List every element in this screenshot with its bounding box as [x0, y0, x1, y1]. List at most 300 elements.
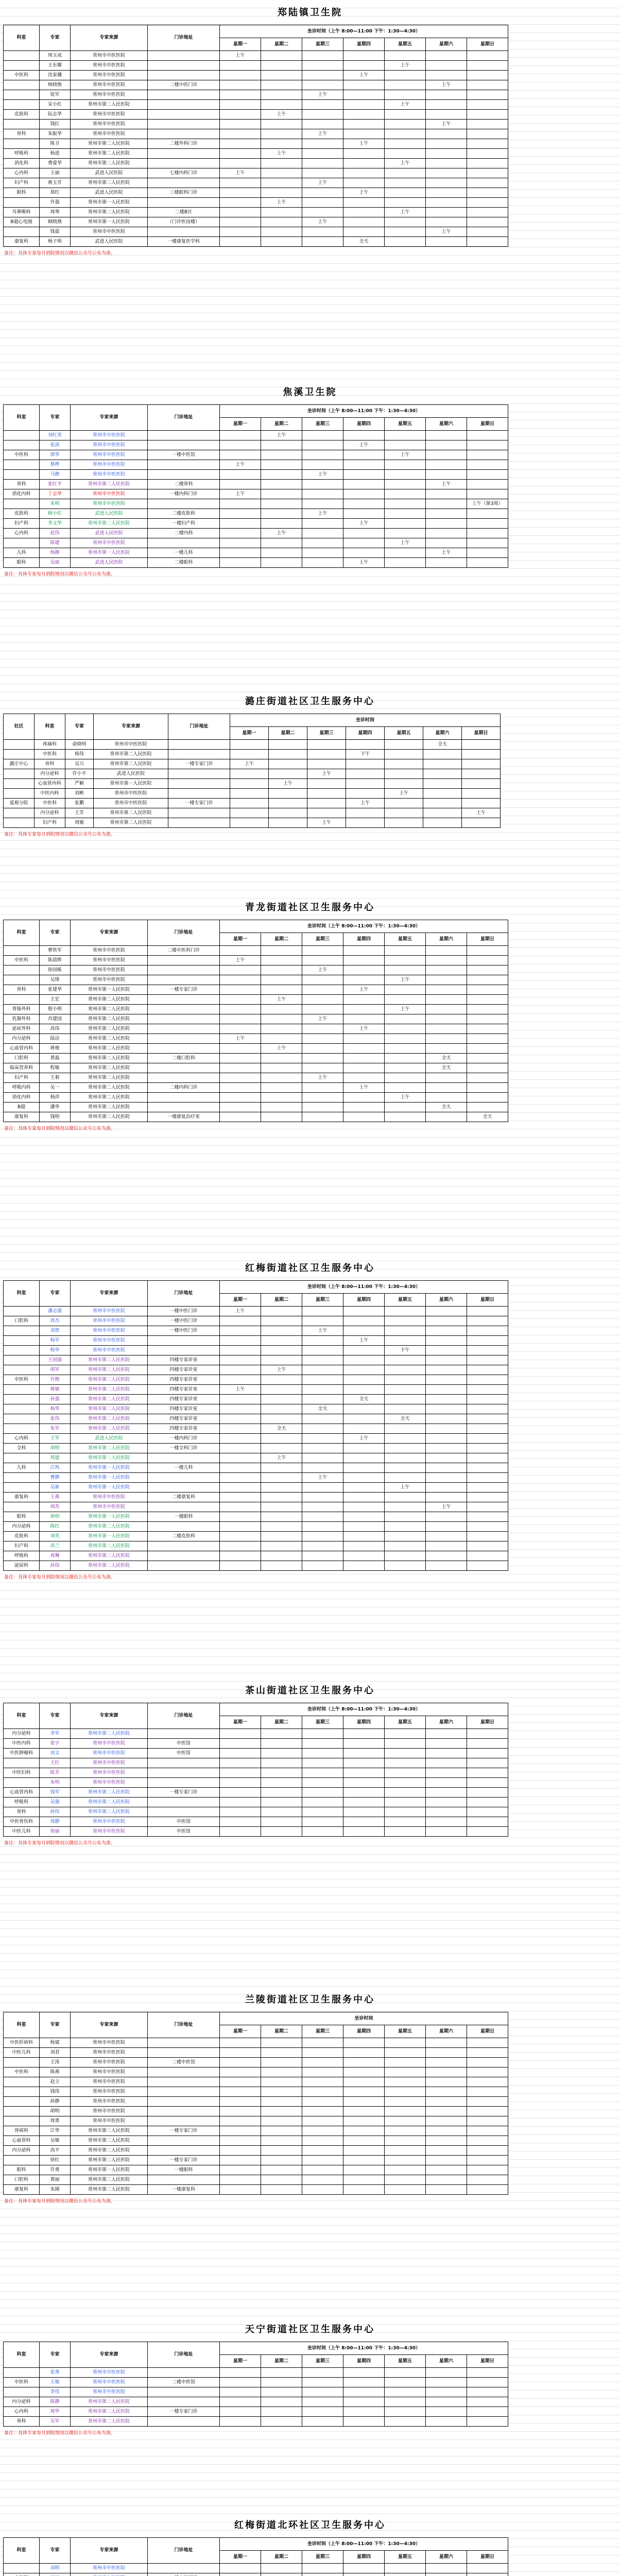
- day-cell: [220, 1424, 261, 1434]
- table-row: [4, 1395, 508, 1404]
- day-cell: [385, 2387, 426, 2397]
- day-cell: [261, 538, 302, 548]
- table-row: [4, 217, 508, 227]
- day-cell: [467, 168, 508, 178]
- hospital-cell: 武进人民医院: [71, 237, 148, 247]
- schedule-table: [3, 920, 508, 1122]
- subdept-cell: 内分泌科: [35, 769, 65, 779]
- weekday-header: 星期六: [426, 418, 467, 431]
- day-cell: [230, 818, 269, 828]
- weekday-header: 星期三: [302, 1716, 343, 1729]
- day-cell: [302, 2156, 343, 2165]
- day-cell: [385, 548, 426, 558]
- hospital-cell: 常州市第二人民医院: [71, 1044, 148, 1054]
- address-cell: 一楼专家门诊: [148, 1788, 220, 1798]
- weekday-header: 星期日: [467, 418, 508, 431]
- day-cell: 下午: [346, 750, 385, 759]
- day-cell: [343, 2564, 385, 2573]
- section-title: 潞庄街道社区卫生服务中心: [245, 696, 375, 707]
- day-cell: [462, 759, 501, 769]
- address-cell: [148, 71, 220, 80]
- day-cell: [385, 2564, 426, 2573]
- day-cell: [385, 1541, 426, 1551]
- day-cell: [302, 1112, 343, 1122]
- day-cell: [462, 799, 501, 808]
- hospital-cell: 武进人民医院: [71, 188, 148, 198]
- column-header: 专家来源: [71, 405, 148, 431]
- day-cell: [261, 237, 302, 247]
- day-cell: [220, 1512, 261, 1522]
- day-cell: [220, 1365, 261, 1375]
- day-cell: [220, 1758, 261, 1768]
- day-cell: 上午: [302, 90, 343, 100]
- hospital-cell: 常州市第二人民医院: [71, 1034, 148, 1044]
- day-cell: [302, 548, 343, 558]
- day-cell: [302, 1444, 343, 1453]
- doctor-cell: 胡苏: [40, 1502, 71, 1512]
- address-cell: [148, 2387, 220, 2397]
- day-cell: [261, 1483, 302, 1493]
- day-cell: [385, 769, 423, 779]
- day-cell: [220, 431, 261, 440]
- hospital-cell: 常州市第二人民医院: [71, 1093, 148, 1103]
- weekday-header: 星期二: [261, 2025, 302, 2038]
- day-cell: [302, 1798, 343, 1807]
- day-cell: [385, 1749, 426, 1758]
- day-cell: [220, 1778, 261, 1788]
- table-row: [4, 1316, 508, 1326]
- doctor-cell: 王丽: [40, 168, 71, 178]
- doctor-cell: 许强: [40, 198, 71, 208]
- table-row: [4, 1434, 508, 1444]
- dept-cell: 眼科: [4, 1512, 40, 1522]
- day-cell: [261, 2097, 302, 2107]
- day-cell: [467, 1768, 508, 1778]
- day-cell: [385, 1112, 426, 1122]
- hospital-cell: 常州市第二人民医院: [71, 208, 148, 217]
- address-cell: [148, 431, 220, 440]
- day-cell: [467, 1817, 508, 1827]
- day-cell: [467, 2185, 508, 2195]
- dept-cell: 中医科: [4, 1375, 40, 1385]
- day-cell: [385, 489, 426, 499]
- dept-cell: 呼吸科: [4, 149, 40, 159]
- section-note: 备注：具体专家每月到院情况以微信公众号公布为准。: [4, 1575, 116, 1580]
- day-cell: [261, 480, 302, 489]
- hospital-cell: 常州市第二人民医院: [71, 1385, 148, 1395]
- day-cell: [343, 2136, 385, 2146]
- hospital-cell: 常州市中医医院: [71, 2048, 148, 2058]
- day-cell: [385, 1493, 426, 1502]
- doctor-cell: 殷小明: [40, 1005, 71, 1014]
- doctor-cell: 吴丽: [40, 558, 71, 568]
- day-cell: [220, 1063, 261, 1073]
- day-cell: [343, 2107, 385, 2116]
- table-row: [4, 450, 508, 460]
- dept-cell: 中医科: [4, 2067, 40, 2077]
- table-row: [4, 799, 501, 808]
- address-cell: [148, 1502, 220, 1512]
- day-cell: [220, 1807, 261, 1817]
- weekday-header: 星期六: [426, 1294, 467, 1307]
- schedule-table: [3, 2012, 508, 2195]
- hospital-cell: 武进人民医院: [71, 168, 148, 178]
- address-cell: [148, 1758, 220, 1768]
- doctor-cell: 高平: [40, 2146, 71, 2156]
- day-cell: [261, 1414, 302, 1424]
- day-cell: [385, 558, 426, 568]
- address-cell: [148, 1561, 220, 1571]
- day-cell: [302, 1483, 343, 1493]
- day-cell: [426, 1424, 467, 1434]
- day-cell: [307, 759, 346, 769]
- day-cell: 上午: [302, 217, 343, 227]
- day-cell: [423, 750, 462, 759]
- day-cell: [426, 159, 467, 168]
- day-cell: [426, 110, 467, 120]
- day-cell: [467, 1827, 508, 1837]
- doctor-cell: 徐明: [40, 1512, 71, 1522]
- dept-cell: [4, 1336, 40, 1346]
- day-cell: 上午: [385, 789, 423, 799]
- day-cell: [467, 2397, 508, 2407]
- dept-cell: 眼科: [4, 558, 40, 568]
- day-cell: [343, 1034, 385, 1044]
- day-cell: [426, 2058, 467, 2067]
- weekday-header: 星期五: [385, 418, 426, 431]
- doctor-cell: 孙静: [40, 2097, 71, 2107]
- day-cell: [467, 1063, 508, 1073]
- day-cell: [467, 1463, 508, 1473]
- day-cell: 上午: [343, 440, 385, 450]
- schedule-table: [3, 404, 508, 568]
- day-cell: [385, 1522, 426, 1532]
- day-cell: [343, 2097, 385, 2107]
- day-cell: 上午: [426, 227, 467, 237]
- table-row: [4, 480, 508, 489]
- dept-cell: 泌尿科: [4, 1561, 40, 1571]
- day-cell: [343, 1414, 385, 1424]
- day-cell: [302, 1093, 343, 1103]
- hospital-cell: 常州市中医医院: [71, 1768, 148, 1778]
- day-cell: [261, 558, 302, 568]
- table-row: [4, 1561, 508, 1571]
- dept-cell: 呼吸科: [4, 1551, 40, 1561]
- day-cell: [302, 1502, 343, 1512]
- address-cell: [148, 956, 220, 965]
- day-cell: [302, 2097, 343, 2107]
- address-cell: [148, 1807, 220, 1817]
- day-cell: [302, 51, 343, 61]
- day-cell: [467, 2146, 508, 2156]
- time-header: 坐诊时间: [230, 714, 501, 727]
- day-cell: [220, 1014, 261, 1024]
- dept-cell: [4, 1404, 40, 1414]
- weekday-header: 星期二: [261, 933, 302, 946]
- day-cell: [467, 1798, 508, 1807]
- day-cell: [426, 529, 467, 538]
- day-cell: [343, 168, 385, 178]
- day-cell: 上午: [426, 480, 467, 489]
- section-title: 焦溪卫生院: [283, 387, 337, 398]
- day-cell: 上午: [385, 208, 426, 217]
- dept-cell: 中医科: [4, 450, 40, 460]
- day-cell: [343, 2397, 385, 2407]
- day-cell: [467, 1561, 508, 1571]
- table-row: [4, 1473, 508, 1483]
- day-cell: [220, 80, 261, 90]
- hospital-cell: 常州市中医医院: [71, 1817, 148, 1827]
- day-cell: [261, 1778, 302, 1788]
- day-cell: [343, 1093, 385, 1103]
- dept-cell: 潞庄中心: [4, 759, 35, 769]
- day-cell: 上午: [269, 779, 307, 789]
- hospital-cell: 常州市第二人民医院: [71, 1807, 148, 1817]
- day-cell: [343, 110, 385, 120]
- doctor-cell: 孙伟: [40, 1807, 71, 1817]
- day-cell: [385, 995, 426, 1005]
- day-cell: [467, 1054, 508, 1063]
- day-cell: [467, 985, 508, 995]
- day-cell: [220, 1434, 261, 1444]
- doctor-cell: 张波: [40, 440, 71, 450]
- time-header: 坐诊时间（上午 8:00—11:00 下午：1:30—4:30）: [220, 2342, 508, 2355]
- day-cell: [426, 237, 467, 247]
- day-cell: [467, 1326, 508, 1336]
- day-cell: [302, 1083, 343, 1093]
- address-cell: [148, 1483, 220, 1493]
- day-cell: 上午: [385, 61, 426, 71]
- hospital-cell: 常州市第一人民医院: [71, 198, 148, 208]
- day-cell: [343, 1054, 385, 1063]
- day-cell: [467, 1395, 508, 1404]
- day-cell: [220, 2368, 261, 2378]
- day-cell: [302, 198, 343, 208]
- day-cell: 上午: [385, 159, 426, 168]
- day-cell: [302, 1493, 343, 1502]
- day-cell: [467, 198, 508, 208]
- address-cell: [148, 965, 220, 975]
- day-cell: [346, 779, 385, 789]
- doctor-cell: 曹铁军: [40, 946, 71, 956]
- day-cell: [385, 120, 426, 129]
- day-cell: [467, 489, 508, 499]
- day-cell: [261, 227, 302, 237]
- day-cell: [426, 1404, 467, 1414]
- table-row: [4, 818, 501, 828]
- dept-cell: 胃肠外科: [4, 1005, 40, 1014]
- dept-cell: 内分泌科: [4, 2397, 40, 2407]
- day-cell: [426, 2067, 467, 2077]
- hospital-cell: 常州市中医医院: [94, 799, 168, 808]
- day-cell: [467, 2087, 508, 2097]
- dept-cell: 康复科: [4, 1493, 40, 1502]
- day-cell: [343, 1807, 385, 1817]
- day-cell: [467, 1729, 508, 1739]
- address-cell: 一楼全科门诊: [148, 1444, 220, 1453]
- weekday-header: 星期五: [385, 2551, 426, 2564]
- time-header: 坐诊时间（上午 8:00—11:00 下午：1:30—4:30）: [220, 25, 508, 38]
- doctor-cell: 黄丽: [40, 2175, 71, 2185]
- hospital-cell: 常州市第二人民医院: [71, 1024, 148, 1034]
- day-cell: [467, 90, 508, 100]
- day-cell: [302, 120, 343, 129]
- hospital-cell: 常州市中医医院: [71, 80, 148, 90]
- dept-cell: [4, 2387, 40, 2397]
- day-cell: 全天: [426, 1103, 467, 1112]
- day-cell: [385, 1444, 426, 1453]
- day-cell: [385, 1063, 426, 1073]
- day-cell: [343, 129, 385, 139]
- address-cell: [148, 1034, 220, 1044]
- day-cell: 上午: [307, 769, 346, 779]
- day-cell: [261, 1561, 302, 1571]
- day-cell: [426, 139, 467, 149]
- weekday-header: 星期三: [302, 2551, 343, 2564]
- day-cell: [426, 61, 467, 71]
- table-row: [4, 149, 508, 159]
- day-cell: 上午: [302, 470, 343, 480]
- hospital-cell: 常州市中医医院: [71, 965, 148, 975]
- day-cell: [385, 509, 426, 519]
- table-row: [4, 1798, 508, 1807]
- day-cell: [261, 450, 302, 460]
- doctor-cell: 陈静: [40, 2397, 71, 2407]
- day-cell: [343, 946, 385, 956]
- address-cell: 二楼内科门诊: [148, 1083, 220, 1093]
- day-cell: [261, 965, 302, 975]
- hospital-cell: 常州市第二人民医院: [71, 1788, 148, 1798]
- hospital-cell: 武进人民医院: [71, 558, 148, 568]
- doctor-cell: 王东耀: [40, 61, 71, 71]
- day-cell: 上午: [261, 995, 302, 1005]
- day-cell: [302, 2417, 343, 2427]
- doctor-cell: 周玉成: [40, 51, 71, 61]
- day-cell: [220, 2417, 261, 2427]
- day-cell: [423, 759, 462, 769]
- section-note: 备注：具体专家每月到院情况以微信公众号公布为准。: [4, 572, 116, 577]
- day-cell: [302, 61, 343, 71]
- day-cell: [220, 1463, 261, 1473]
- weekday-header: 星期二: [261, 1716, 302, 1729]
- day-cell: [467, 1483, 508, 1493]
- day-cell: [467, 1453, 508, 1463]
- doctor-cell: 朱明: [40, 1778, 71, 1788]
- dept-cell: 皮肤科: [4, 110, 40, 120]
- table-row: [4, 1034, 508, 1044]
- address-cell: 二楼中医门诊: [148, 80, 220, 90]
- column-header: 专家来源: [71, 1703, 148, 1729]
- table-row: [4, 1424, 508, 1434]
- day-cell: [261, 1798, 302, 1807]
- day-cell: [220, 440, 261, 450]
- day-cell: [220, 2573, 261, 2576]
- doctor-cell: 周琳: [40, 1551, 71, 1561]
- day-cell: [385, 1827, 426, 1837]
- day-cell: [343, 61, 385, 71]
- doctor-cell: 陈卫: [40, 139, 71, 149]
- dept-cell: [4, 1778, 40, 1788]
- doctor-cell: 钱军: [40, 1788, 71, 1798]
- dept-cell: 心血管内科: [4, 1788, 40, 1798]
- day-cell: [426, 1395, 467, 1404]
- day-cell: [426, 975, 467, 985]
- address-cell: [168, 750, 230, 759]
- doctor-cell: 费爱华: [40, 159, 71, 168]
- day-cell: [261, 1512, 302, 1522]
- day-cell: [302, 71, 343, 80]
- day-cell: [346, 759, 385, 769]
- day-cell: 上午: [261, 1044, 302, 1054]
- table-row: [4, 2067, 508, 2077]
- dept-cell: 口腔科: [4, 2175, 40, 2185]
- dept-cell: 中医科: [4, 956, 40, 965]
- hospital-cell: 常州市中医医院: [71, 489, 148, 499]
- day-cell: 全天: [343, 1395, 385, 1404]
- doctor-cell: 张建华: [40, 985, 71, 995]
- day-cell: [302, 2087, 343, 2097]
- dept-cell: B超: [4, 1103, 40, 1112]
- day-cell: [467, 1093, 508, 1103]
- doctor-cell: 周静: [40, 1817, 71, 1827]
- day-cell: [343, 1103, 385, 1112]
- dept-cell: [4, 2573, 40, 2576]
- day-cell: [467, 2175, 508, 2185]
- day-cell: [385, 2185, 426, 2195]
- day-cell: [467, 431, 508, 440]
- doctor-cell: 杨萍: [40, 1093, 71, 1103]
- day-cell: [426, 149, 467, 159]
- day-cell: [302, 1414, 343, 1424]
- day-cell: [261, 1551, 302, 1561]
- dept-cell: 中医儿科: [4, 2048, 40, 2058]
- day-cell: 上午: [220, 168, 261, 178]
- hospital-cell: 常州市第二人民医院: [71, 1414, 148, 1424]
- dept-cell: 中医科: [4, 2378, 40, 2387]
- hospital-cell: 常州市中医医院: [71, 1346, 148, 1355]
- day-cell: [426, 1326, 467, 1336]
- dept-cell: [4, 198, 40, 208]
- day-cell: [307, 808, 346, 818]
- table-row: [4, 1063, 508, 1073]
- day-cell: [302, 1044, 343, 1054]
- hospital-cell: 常州市中医医院: [71, 470, 148, 480]
- day-cell: [220, 1473, 261, 1483]
- day-cell: [343, 431, 385, 440]
- time-header: 坐诊时间（上午 8:00—11:00 下午：1:30—4:30）: [220, 405, 508, 418]
- dept-cell: 内分泌科: [4, 1034, 40, 1044]
- day-cell: [467, 519, 508, 529]
- hospital-cell: 武进人民医院: [94, 769, 168, 779]
- dept-cell: 骨科: [4, 480, 40, 489]
- doctor-cell: 陈建: [40, 538, 71, 548]
- day-cell: [261, 1063, 302, 1073]
- day-cell: [220, 1483, 261, 1493]
- day-cell: [302, 1375, 343, 1385]
- doctor-cell: 朱振华: [40, 129, 71, 139]
- day-cell: [426, 965, 467, 975]
- address-cell: [148, 2067, 220, 2077]
- day-cell: [302, 80, 343, 90]
- day-cell: [343, 208, 385, 217]
- day-cell: [426, 2087, 467, 2097]
- day-cell: [343, 1365, 385, 1375]
- column-header: 门诊地址: [148, 1281, 220, 1307]
- hospital-cell: 常州市中医医院: [71, 227, 148, 237]
- doctor-cell: 徐红: [40, 2156, 71, 2165]
- day-cell: [346, 740, 385, 750]
- dept-cell: 中医内科: [4, 1739, 40, 1749]
